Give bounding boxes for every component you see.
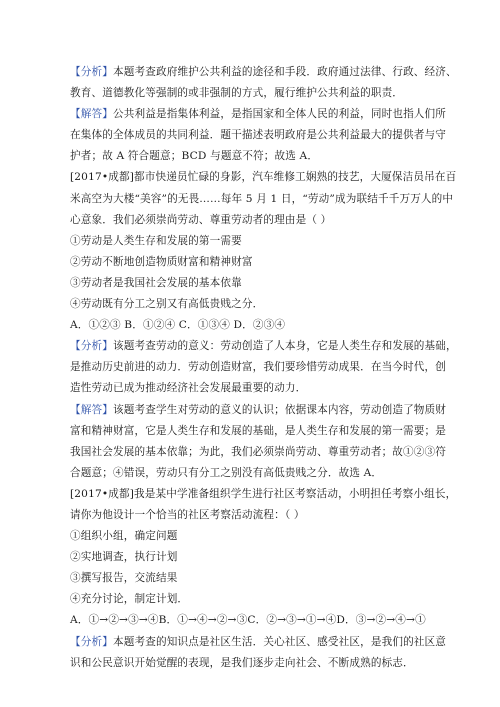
paragraph-line: 造性劳动已成为推动经济社会发展最重要的动力． [70,382,307,395]
paragraph-line: 【解答】该题考查学生对劳动的意义的认识；依据课本内容，劳动创造了物质财 [70,403,447,416]
question-item: ④充分讨论，制定计划． [70,593,189,606]
question-items [70,231,442,336]
paragraph-line: 我国社会发展的基本依靠；为此，我们必须崇尚劳动、尊重劳动者；故①②③符 [70,445,447,458]
question-stem [70,484,457,526]
analysis-tag: 【分析】 [70,340,113,353]
question-item: ③劳动者是我国社会发展的基本依靠 [70,276,242,289]
paragraph-line: 心意象．我们必须崇尚劳动、尊重劳动者的理由是（ ） [70,213,332,226]
paragraph-line: 富和精神财富，它是人类生存和发展的基础，是人类生存和发展的第一需要；是 [70,424,447,437]
paragraph-line: 在集体的全体成员的共同利益．题干描述表明政府是公共利益最大的提供者与守 [70,129,447,142]
question-item: ②实地调查，执行计划 [70,551,178,564]
paragraph-line: 识和公民意识开始觉醒的表现，是我们逐步走向社会、不断成熟的标志． [70,656,414,669]
paragraph-line: 是推动历史前进的动力．劳动创造财富，我们要珍惜劳动成果．在当今时代，创 [70,361,447,374]
answer-paragraph [70,104,447,167]
analysis-tag: 【分析】 [70,66,113,78]
answer-paragraph [70,400,447,484]
paragraph-line: 【分析】本题考查政府维护公共利益的途径和手段．政府通过法律、行政、经济、 [70,66,457,78]
analysis-paragraph [70,336,457,399]
paragraph-line: 【分析】该题考查劳动的意义：劳动创造了人本身，它是人类生存和发展的基础， [70,340,457,353]
answer-tag: 【解答】 [70,403,113,416]
paragraph-line: 合题意；④错误，劳动只有分工之别没有高低贵贱之分．故选 A． [70,466,383,479]
question-item: ②劳动不断地创造物质财富和精神财富 [70,255,253,268]
question-stem [70,167,457,230]
paragraph-line: 教育、道德教化等强制的或非强制的方式，履行维护公共利益的职责． [70,87,404,100]
question-items [70,526,442,631]
answer-choices: A．①②③ B．①②④ C．①③④ D．②③④ [70,319,286,332]
paragraph-line: 米高空为大楼“美容”的无畏……每年 5 月 1 日，“劳动”成为联结千千万万人的中 [70,192,454,205]
paragraph-line: [2017•成都]我是某中学准备组织学生进行社区考察活动，小明担任考察小组长， [70,487,457,500]
question-item: ③撰写报告，交流结果 [70,572,178,585]
question-item: ①劳动是人类生存和发展的第一需要 [70,234,242,247]
analysis-tag: 【分析】 [70,635,113,648]
paragraph-line: [2017•成都]都市快递员忙碌的身影，汽车维修工娴熟的技艺，大厦保洁员吊在百 [70,171,457,184]
answer-choices: A．①→②→③→④B．①→④→②→③C．②→③→①→④D．③→②→④→① [70,614,426,627]
document-page [70,62,457,674]
analysis-paragraph [70,62,457,104]
paragraph-line: 护者；故 A 符合题意；BCD 与题意不符；故选 A． [70,150,319,163]
paragraph-line: 【解答】公共利益是指集体利益，是指国家和全体人民的利益，同时也指人们所 [70,108,447,121]
question-item: ①组织小组，确定问题 [70,530,178,543]
paragraph-line: 请你为他设计一个恰当的社区考察活动流程：（ ） [70,508,305,521]
question-item: ④劳动既有分工之别又有高低贵贱之分． [70,298,264,311]
answer-tag: 【解答】 [70,108,113,121]
paragraph-line: 【分析】本题考查的知识点是社区生活．关心社区、感受社区，是我们的社区意 [70,635,447,648]
analysis-paragraph [70,632,447,674]
